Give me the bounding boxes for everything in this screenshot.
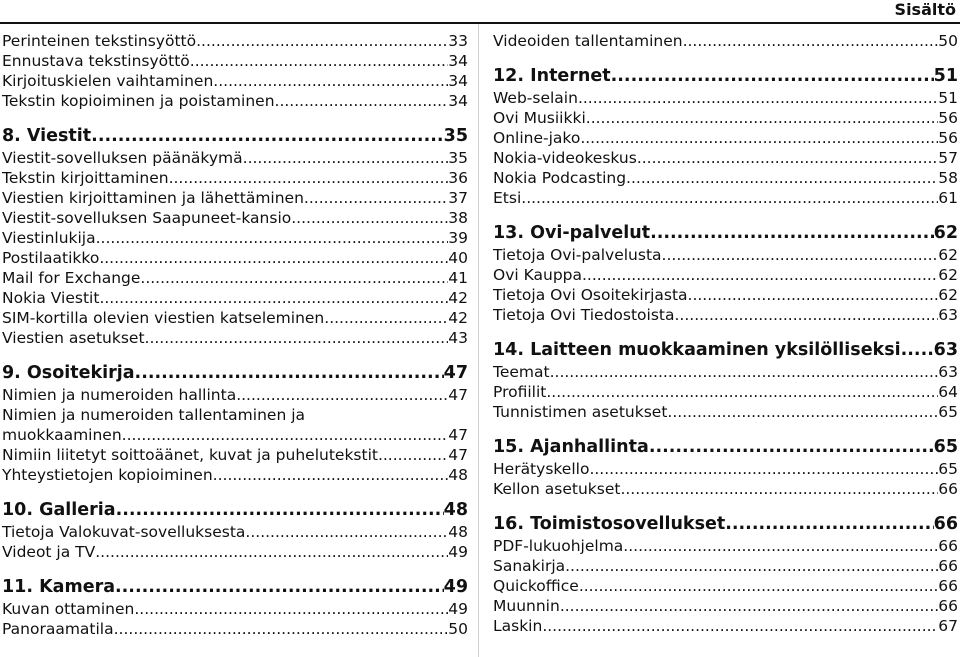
toc-entry[interactable]: Herätyskello ..... 65 [493,459,958,479]
toc-entry[interactable]: Tietoja Valokuvat-sovelluksesta ..... 48 [2,522,468,542]
toc-chapter-heading[interactable]: 12. Internet ..... 51 [493,65,958,88]
toc-chapter-heading[interactable]: 11. Kamera ..... 49 [2,576,468,599]
toc-entry-wrapped[interactable] [2,405,468,445]
toc-entry[interactable]: Sanakirja ..... 66 [493,556,958,576]
toc-entry[interactable]: Viestit-sovelluksen päänäkymä ..... 35 [2,148,468,168]
page-section-title: Sisältö [894,0,956,19]
toc-entry[interactable]: Ennustava tekstinsyöttö ..... 34 [2,51,468,71]
toc-entry[interactable]: Tunnistimen asetukset ..... 65 [493,402,958,422]
toc-entry[interactable]: Profiilit ..... 64 [493,382,958,402]
toc-right-column [493,31,958,636]
toc-entry[interactable]: Nokia Viestit ..... 42 [2,288,468,308]
toc-chapter-heading[interactable]: 16. Toimistosovellukset ..... 66 [493,513,958,536]
toc-entry[interactable]: Videot ja TV ..... 49 [2,542,468,562]
toc-entry[interactable]: Tekstin kopioiminen ja poistaminen ..... 34 [2,91,468,111]
toc-entry[interactable]: Kuvan ottaminen ..... 49 [2,599,468,619]
toc-entry[interactable]: Nimiin liitetyt soittoäänet, kuvat ja puhelutekstit ..... 47 [2,445,468,465]
toc-entry[interactable]: Laskin ..... 67 [493,616,958,636]
toc-entry[interactable]: Nokia Podcasting ..... 58 [493,168,958,188]
toc-entry[interactable]: Etsi ..... 61 [493,188,958,208]
toc-entry[interactable]: Nokia-videokeskus ..... 57 [493,148,958,168]
toc-entry[interactable]: Postilaatikko ..... 40 [2,248,468,268]
toc-left-column [2,31,468,639]
toc-entry[interactable]: Viestien asetukset ..... 43 [2,328,468,348]
toc-entry[interactable]: Viestinlukija ..... 39 [2,228,468,248]
toc-entry[interactable]: Online-jako ..... 56 [493,128,958,148]
toc-chapter-heading[interactable]: 13. Ovi-palvelut ..... 62 [493,222,958,245]
toc-entry[interactable]: Yhteystietojen kopioiminen ..... 48 [2,465,468,485]
toc-chapter-heading[interactable]: 15. Ajanhallinta ..... 65 [493,436,958,459]
toc-entry[interactable]: Web-selain ..... 51 [493,88,958,108]
toc-entry[interactable]: Tekstin kirjoittaminen ..... 36 [2,168,468,188]
toc-entry-line: Nimien ja numeroiden tallentaminen ja [2,406,305,424]
toc-entry[interactable]: Nimien ja numeroiden hallinta ..... 47 [2,385,468,405]
toc-entry[interactable]: Kirjoituskielen vaihtaminen ..... 34 [2,71,468,91]
toc-entry[interactable]: Tietoja Ovi Tiedostoista ..... 63 [493,305,958,325]
toc-entry[interactable]: PDF-lukuohjelma ..... 66 [493,536,958,556]
column-divider [478,24,479,657]
toc-entry[interactable]: Viestien kirjoittaminen ja lähettäminen ..... 37 [2,188,468,208]
toc-chapter-heading[interactable]: 14. Laitteen muokkaaminen yksilölliseksi ..... 63 [493,339,958,362]
toc-entry[interactable]: Videoiden tallentaminen ..... 50 [493,31,958,51]
toc-entry[interactable]: Tietoja Ovi Osoitekirjasta ..... 62 [493,285,958,305]
toc-entry[interactable]: Teemat ..... 63 [493,362,958,382]
toc-entry[interactable]: Ovi Musiikki ..... 56 [493,108,958,128]
toc-entry[interactable]: Panoraamatila ..... 50 [2,619,468,639]
toc-entry[interactable]: Kellon asetukset ..... 66 [493,479,958,499]
toc-chapter-heading[interactable]: 10. Galleria ..... 48 [2,499,468,522]
toc-entry[interactable]: Ovi Kauppa ..... 62 [493,265,958,285]
toc-entry[interactable]: Quickoffice ..... 66 [493,576,958,596]
toc-entry[interactable]: Perinteinen tekstinsyöttö ..... 33 [2,31,468,51]
toc-entry[interactable]: Mail for Exchange ..... 41 [2,268,468,288]
header-divider [0,22,960,24]
toc-entry-line: muokkaaminen ..... 47 [2,425,468,445]
toc-chapter-heading[interactable]: 9. Osoitekirja ..... 47 [2,362,468,385]
toc-entry[interactable]: Viestit-sovelluksen Saapuneet-kansio ..... 38 [2,208,468,228]
toc-entry[interactable]: Tietoja Ovi-palvelusta ..... 62 [493,245,958,265]
toc-chapter-heading[interactable]: 8. Viestit ..... 35 [2,125,468,148]
toc-entry[interactable]: Muunnin ..... 66 [493,596,958,616]
toc-entry[interactable]: SIM-kortilla olevien viestien katseleminen ..... 42 [2,308,468,328]
